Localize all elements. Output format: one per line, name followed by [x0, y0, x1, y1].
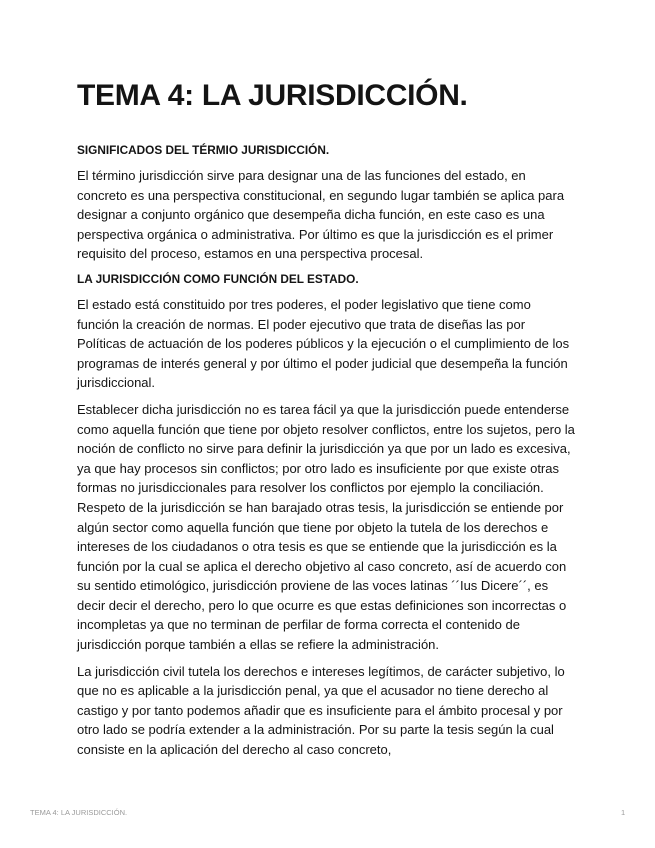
- footer-running-title: TEMA 4: LA JURISDICCIÓN.: [30, 808, 128, 817]
- paragraph-jurisdiccion-civil: La jurisdicción civil tutela los derechos e intereses legítimos, de carácter subjetivo, lo que no es aplicable a la jurisdicción penal, ya que el acusador no tiene derecho al castigo y por tanto podemos añadir que es insuficiente para el ámbito procesal y por otro lado se podría extender a la administración. Por su parte la tesis según la cual consiste en la aplicación del derecho al caso concreto,: [77, 663, 565, 758]
- section-heading-significados: SIGNIFICADOS DEL TÉRMIO JURISDICCIÓN.: [77, 143, 330, 157]
- paragraph-significados: El término jurisdicción sirve para designar una de las funciones del estado, en concreto es una perspectiva constitucional, en segundo lugar también se aplica para designar a conjunto orgánico que desempeña dicha función, en este caso es una perspectiva orgánica o administrativa. Por último es que la jurisdicción es el primer requisito del proceso, estamos en una perspectiva procesal.: [77, 168, 565, 262]
- paragraph-poderes-estado: El estado está constituido por tres poderes, el poder legislativo que tiene como función la creación de normas. El poder ejecutivo que trata de diseñas las por Políticas de actuación de los poderes públicos y la ejecución o el cumplimiento de los programas de interés general y por último el poder judicial que desempeña la función jurisdiccional.: [77, 296, 570, 391]
- page-title: TEMA 4: LA JURISDICCIÓN.: [77, 79, 468, 112]
- paragraph-definicion-jurisdiccion: Establecer dicha jurisdicción no es tarea fácil ya que la jurisdicción puede entenderse como aquella función que tiene por objeto resolver conflictos, entre los sujetos, pero la noción de conflicto no sirve para definir la jurisdicción ya que por un lado es excesiva, ya que hay procesos sin conflictos; por otro lado es insuficiente por que existe otras formas no jurisdiccionales para resolver los conflictos por ejemplo la conciliación. Respeto de la jurisdicción se han barajado otras tesis, la jurisdicción se entiende por algún sector como aquella función que tiene por objeto la tutela de los derechos e intereses de los ciudadanos o otra tesis es que se entiende que la jurisdicción es la función por la cual se aplica el derecho objetivo al caso concreto, así de acuerdo con su sentido etimológico, jurisdicción proviene de las voces latinas ´´Ius Dicere´´, es decir decir el derecho, pero lo que ocurre es que estas definiciones son incorrectas o incompletas ya que no terminan de perfilar de forma correcta el contenido de jurisdicción porque también a ellas se refiere la administración.: [77, 401, 575, 653]
- section-heading-funcion-estado: LA JURISDICCIÓN COMO FUNCIÓN DEL ESTADO.: [77, 271, 359, 286]
- document-page: [77, 78, 575, 767]
- footer-page-number: 1: [621, 808, 626, 817]
